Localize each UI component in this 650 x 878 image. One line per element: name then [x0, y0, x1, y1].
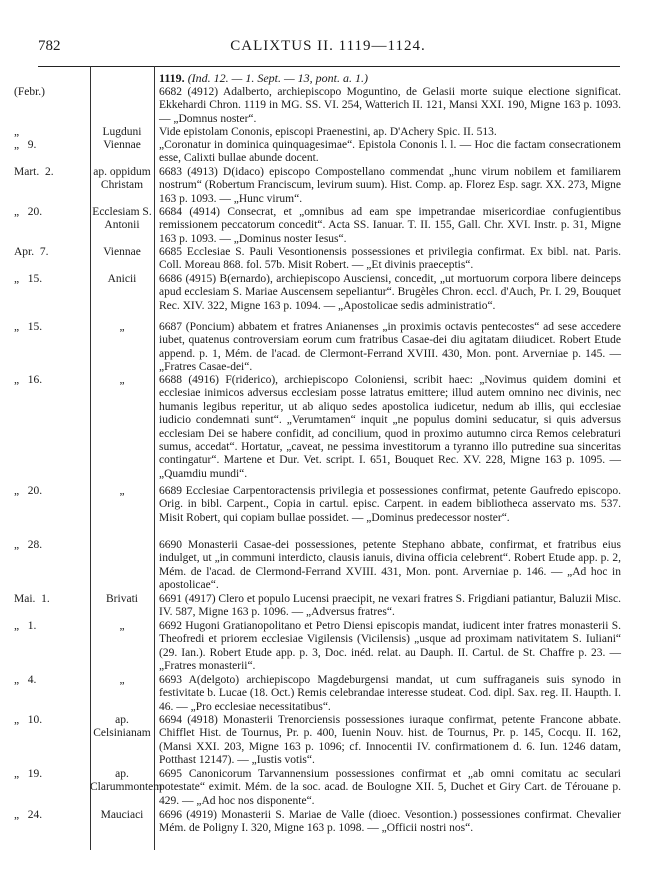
entry-text: Vide epistolam Cononis, episcopi Praenestini, ap. D'Achery Spic. II. 513. [159, 126, 497, 138]
entry-date: Mai. 1. [14, 593, 50, 605]
entry-date: Apr. 7. [14, 246, 49, 258]
entry-text: 6687 (Poncium) abbatem et fratres Anianenses „in proximis octavis pentecostes“ ad sese accedere iubet, quatenus controversiam eorum cum fratribus Casae-dei diu agitatam diiudicet. Robert Etude append. p. 1, Mém. de l'acad. de Clermont-Ferrand XVIII. 430, Mon. pont. Arverniae p. 145. — „Fratres Casae-dei“. [159, 321, 621, 374]
entry-date: „ 28. [14, 539, 43, 551]
entry-text: 6692 Hugoni Gratianopolitano et Petro Diensi episcopis mandat, iudicent inter fratres monasterii S. Theofredi et priorem ecclesiae Vigilensis (Vicilensis) „usque ad proximam nativitatem S. Iuliani“ (29. Ian.). Robert Etude app. p. 3, Doc. inéd. relat. au Dauph. II. Cartul. de St. Chaffre p. 23. — „Fratres monasterii“. [159, 620, 621, 673]
entry-place: „ [119, 620, 125, 632]
page-number: 782 [38, 38, 61, 54]
entry-place: Mauciaci [100, 809, 144, 821]
year-indiction: (Ind. 12. — 1. Sept. — 13, pont. a. 1.) [187, 71, 369, 85]
entry-place: Ecclesiam S. Antonii [92, 206, 152, 232]
entry-place: „ [119, 674, 125, 686]
entry-date: (Febr.) [14, 86, 45, 98]
entry-place: „ [119, 321, 125, 333]
running-title: CALIXTUS II. 1119—1124. [230, 38, 426, 54]
column-divider-place [154, 66, 155, 850]
entry-date: „ 15. [14, 273, 43, 285]
entry-place: „ [119, 485, 125, 497]
entry-text: 6691 (4917) Clero et populo Lucensi praecipit, ne vexari fratres S. Frigdiani patiantur, Baluzii Misc. IV. 587, Migne 163 p. 1096. — „Adversus fratres“. [159, 593, 621, 619]
entry-text: 6683 (4913) D(idaco) episcopo Compostellano commendat „hunc virum nobilem et familiarem nostrum“ (Robertum Franciscum, levirum suum). Hist. Comp. ap. Florez Esp. sagr. XX. 273, Migne 163 p. 1093. — „Hunc virum“. [159, 166, 621, 205]
entry-place: ap. Clarummontem [90, 768, 163, 794]
entry-date: „ 10. [14, 714, 43, 726]
entry-date: „ 20. [14, 206, 43, 218]
header-rule [38, 66, 620, 67]
entry-date: „ 20. [14, 485, 43, 497]
entry-text: 6696 (4919) Monasterii S. Mariae de Valle (dioec. Vesontion.) possessiones confirmat. Chevalier Mém. de Poligny I. 320, Migne 163 p. 1098. — „Officii nostri nos“. [159, 809, 621, 835]
entry-date: „ 16. [14, 374, 43, 386]
entry-date: „ 15. [14, 321, 43, 333]
entry-date: „ 4. [14, 674, 37, 686]
entry-place: Lugduni [102, 126, 142, 138]
entry-date: „ 1. [14, 620, 37, 632]
entry-date: „ [14, 126, 20, 138]
entry-place: ap. oppidum Christam [93, 166, 151, 192]
entry-text: 6695 Canonicorum Tarvannensium possessiones confirmat et „ab omni comitatu ac seculari potestate“ eximit. Mém. de la soc. acad. de Boulogne XII. 5, Duchet et Giry Cart. de Térouane p. 429. — „Ad hoc nos disponente“. [159, 768, 621, 807]
page-header [38, 38, 618, 58]
entry-place: ap. Celsinianam [93, 714, 151, 740]
entry-text: 6688 (4916) F(riderico), archiepiscopo Coloniensi, scribit haec: „Novimus quidem domini et ecclesiae inimicos adversus ecclesiam posse latratus emittere; illud autem omnino nec divinis, nec humanis legibus reperitur, ut ab aliquo sedes apostolica iudicetur, nedum ab illis, qui ecclesiae iudicio condemnati sunt“. „Verumtamen“ inquit „ne populus domini seducatur, si quis adversus ecclesiam Dei se habere confidit, ad concilium, quod in proximo autumno circa Remos celebraturi sumus, accedat“. Hortatur, „caveat, ne pessima investitorum a tyranno illo putredine sua sinceritas contingatur“. Martene et Dur. Vet. script. I. 651, Bouquet Rec. XV. 228, Migne 163 p. 1095. — „Quamdiu mundi“. [159, 374, 621, 480]
entry-text: „Coronatur in dominica quinquagesimae“. Epistola Cononis l. l. — Hoc die factam consecrationem esse, Calixti bullae abunde docent. [159, 139, 621, 165]
entry-text: 6694 (4918) Monasterii Trenorciensis possessiones iuraque confirmat, petente Francone abbate. Chifflet Hist. de Tournus, Pr. p. 400, Iuenin Nouv. hist. de Tournus, Pr. p. 145, Cocqu. II. 162, (Mansi XXI. 203, Migne 163 p. 1096; cf. Innocentii IV. confirmationem d. 6. Iun. 1246 datam, Potthast 12147). — „Iustis votis“. [159, 714, 621, 767]
entry-text: 6682 (4912) Adalberto, archiepiscopo Moguntino, de Gelasii morte suique electione significat. Ekkehardi Chron. 1119 in MG. SS. VI. 254, Watterich II. 121, Mansi XXI. 190, Migne 163 p. 1093. — „Domnus noster“. [159, 86, 621, 125]
entry-text: 6689 Ecclesiae Carpentoractensis privilegia et possessiones confirmat, petente Gaufredo episcopo. Orig. in bibl. Carpent., Copia in cartul. episc. Carpent. in eadem bibliotheca asservato ms. 537. Misit Robert, qui copiam bullae possidet. — „Dominus predecessor noster“. [159, 485, 621, 524]
entry-place: Viennae [103, 246, 141, 258]
entry-text: 6684 (4914) Consecrat, et „omnibus ad eam spe impetrandae misericordiae confugientibus remissionem peccatorum concedit“. Acta SS. Ianuar. T. II. 155, Gall. Chr. XVI. Instr. p. 31, Migne 163 p. 1093. — „Dominus noster Iesus“. [159, 206, 621, 245]
entry-text: 6690 Monasterii Casae-dei possessiones, petente Stephano abbate, confirmat, et fratribus eius indulget, ut „in communi interdicto, clausis ianuis, divina officia celebrent“. Robert Etude app. p. 2, Mém. de l'acad. de Clermond-Ferrand XVIII. 431, Mon. pont. Arverniae p. 146. — „Ad hoc in apostolicae“. [159, 539, 621, 592]
entry-place: Anicii [107, 273, 137, 285]
entry-date: „ 24. [14, 809, 43, 821]
entry-text: 6686 (4915) B(ernardo), archiepiscopo Ausciensi, concedit, „ut mortuorum corpora libere deinceps apud ecclesiam S. Mariae Auscensem sepeliantur“. Brugèles Chron. eccl. d'Auch, Pr. I. 29, Bouquet Rec. XIV. 322, Migne 163 p. 1094. — „Apostolicae sedis administratio“. [159, 273, 621, 312]
entry-date: „ 19. [14, 768, 43, 780]
entry-place: Brivati [106, 593, 138, 605]
year-heading [159, 72, 621, 85]
entry-place: Viennae [103, 139, 141, 151]
year-number: 1119. [159, 71, 185, 85]
entry-date: Mart. 2. [14, 166, 54, 178]
entry-text: 6693 A(delgoto) archiepiscopo Magdeburgensi mandat, ut cum suffraganeis suis synodo in festivitate b. Lucae (18. Oct.) Remis celebrandae interesse studeat. Cod. dipl. Sax. reg. II. Haupth. I. 46. — „Pro ecclesiae necessitatibus“. [159, 674, 621, 713]
entry-place: „ [119, 374, 125, 386]
entry-date: „ 9. [14, 139, 37, 151]
entry-text: 6685 Ecclesiae S. Pauli Vesontionensis possessiones et privilegia confirmat. Ex bibl. nat. Paris. Coll. Moreau 868. fol. 57b. Misit Robert. — „Et divinis praeceptis“. [159, 246, 621, 272]
